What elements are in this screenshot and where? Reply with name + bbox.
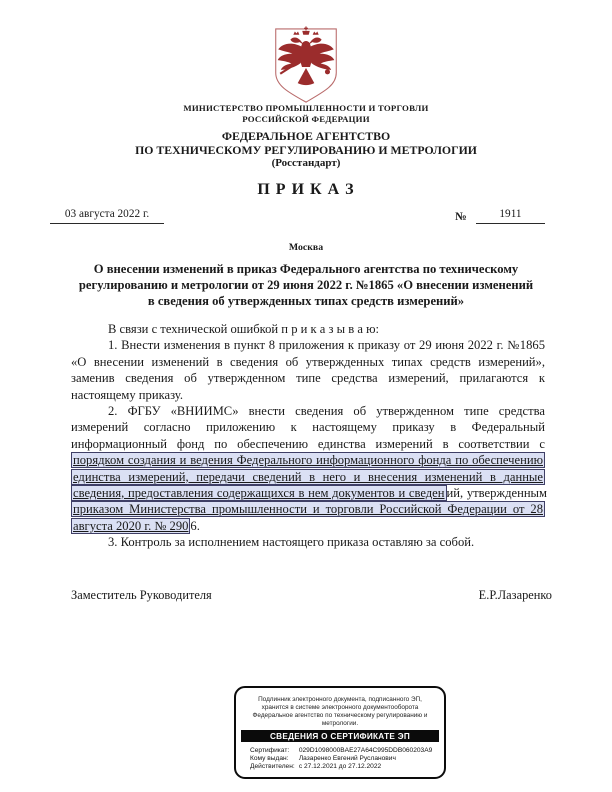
document-number: 1911 [476, 208, 545, 224]
ministry-header [0, 103, 612, 124]
issued-to-label: Кому выдан: [250, 755, 289, 763]
document-type-heading: П Р И К А З [257, 181, 355, 198]
ministry-line2: РОССИЙСКОЙ ФЕДЕРАЦИИ [242, 113, 370, 124]
signer-position: Заместитель Руководителя [71, 588, 212, 602]
signature-row [71, 588, 552, 603]
agency-short-name: (Росстандарт) [271, 157, 341, 169]
signer-name: Е.Р.Лазаренко [478, 588, 552, 602]
electronic-signature-stamp [234, 686, 446, 779]
issued-to-row [250, 755, 444, 763]
certificate-row [250, 747, 444, 755]
ministry-line1: МИНИСТЕРСТВО ПРОМЫШЛЕННОСТИ И ТОРГОВЛИ [183, 103, 429, 113]
body-paragraphs [71, 321, 545, 551]
body-text: 1. Внести изменения в пункт 8 приложения к приказу от 29 июня 2022 г. №1865 «О внесении изменений в сведения об утвержденных типах средств измерений», заменив сведения об утвержденном типе средства измерений, прилагаются к настоящему приказу. [71, 338, 545, 402]
paragraph [71, 337, 545, 403]
city-label: Москва [288, 242, 324, 253]
russian-coat-of-arms-icon [266, 25, 346, 107]
document-date: 03 августа 2022 г. [50, 208, 164, 224]
body-text: 6. [190, 518, 200, 533]
agency-line1: ФЕДЕРАЛЬНОЕ АГЕНТСТВО [221, 129, 391, 143]
paragraph [71, 321, 545, 337]
stamp-line1: Подлинник электронного документа, подписанного ЭП, [258, 696, 422, 703]
valid-value: с 27.12.2021 до 27.12.2022 [298, 763, 382, 771]
certificate-value: 029D1098000BAE27A64C995DDB060203A9 [298, 747, 433, 755]
document-title: О внесении изменений в приказ Федерального агентства по техническому регулированию и метрологии от 29 июня 2022 г. №1865 «О внесении изменений в сведения об утвержденных типах средств измерений» [78, 262, 534, 309]
stamp-line3: Федеральное агентство по техническому регулированию и [252, 711, 428, 719]
paragraph [71, 403, 545, 534]
paragraph [71, 534, 545, 550]
certificate-label: Сертификат: [250, 747, 290, 755]
body-text: В связи с технической ошибкой п р и к а з ы в а ю: [108, 322, 380, 336]
number-sign: № [455, 211, 467, 223]
body-text: 3. Контроль за исполнением настоящего приказа оставляю за собой. [108, 535, 475, 550]
body-text: 2. ФГБУ «ВНИИМС» внести сведения об утвержденном типе средства измерений согласно приложению к настоящему приказу в Федеральный информационный фонд по обеспечению единства измерений в соответствии с [71, 404, 545, 451]
body-text: ий, утвержденным [446, 486, 547, 501]
agency-header [0, 130, 612, 171]
valid-label: Действителен: [250, 763, 295, 771]
valid-row [250, 763, 444, 771]
document-hyperlink[interactable]: приказом Министерства промышленности и торговли Российской Федерации от 28 августа 2020 г. № 290 [73, 502, 543, 533]
issued-to-value: Лазаренко Евгений Русланович [298, 755, 396, 763]
stamp-line2: хранится в системе электронного документооборота [261, 703, 419, 711]
stamp-line4: метрологии. [321, 719, 359, 727]
certificate-info-bar: СВЕДЕНИЯ О СЕРТИФИКАТЕ ЭП [241, 730, 439, 743]
document-hyperlink[interactable]: порядком создания и ведения Федерального информационного фонда по обеспечению единства измерений, передачи сведений в него и внесения изменений в данные сведения, предоставления содержащихся в нем документов и сведен [73, 453, 543, 501]
certificate-details [250, 747, 444, 771]
stamp-description [236, 696, 444, 728]
agency-line2: ПО ТЕХНИЧЕСКОМУ РЕГУЛИРОВАНИЮ И МЕТРОЛОГИИ [135, 142, 477, 157]
